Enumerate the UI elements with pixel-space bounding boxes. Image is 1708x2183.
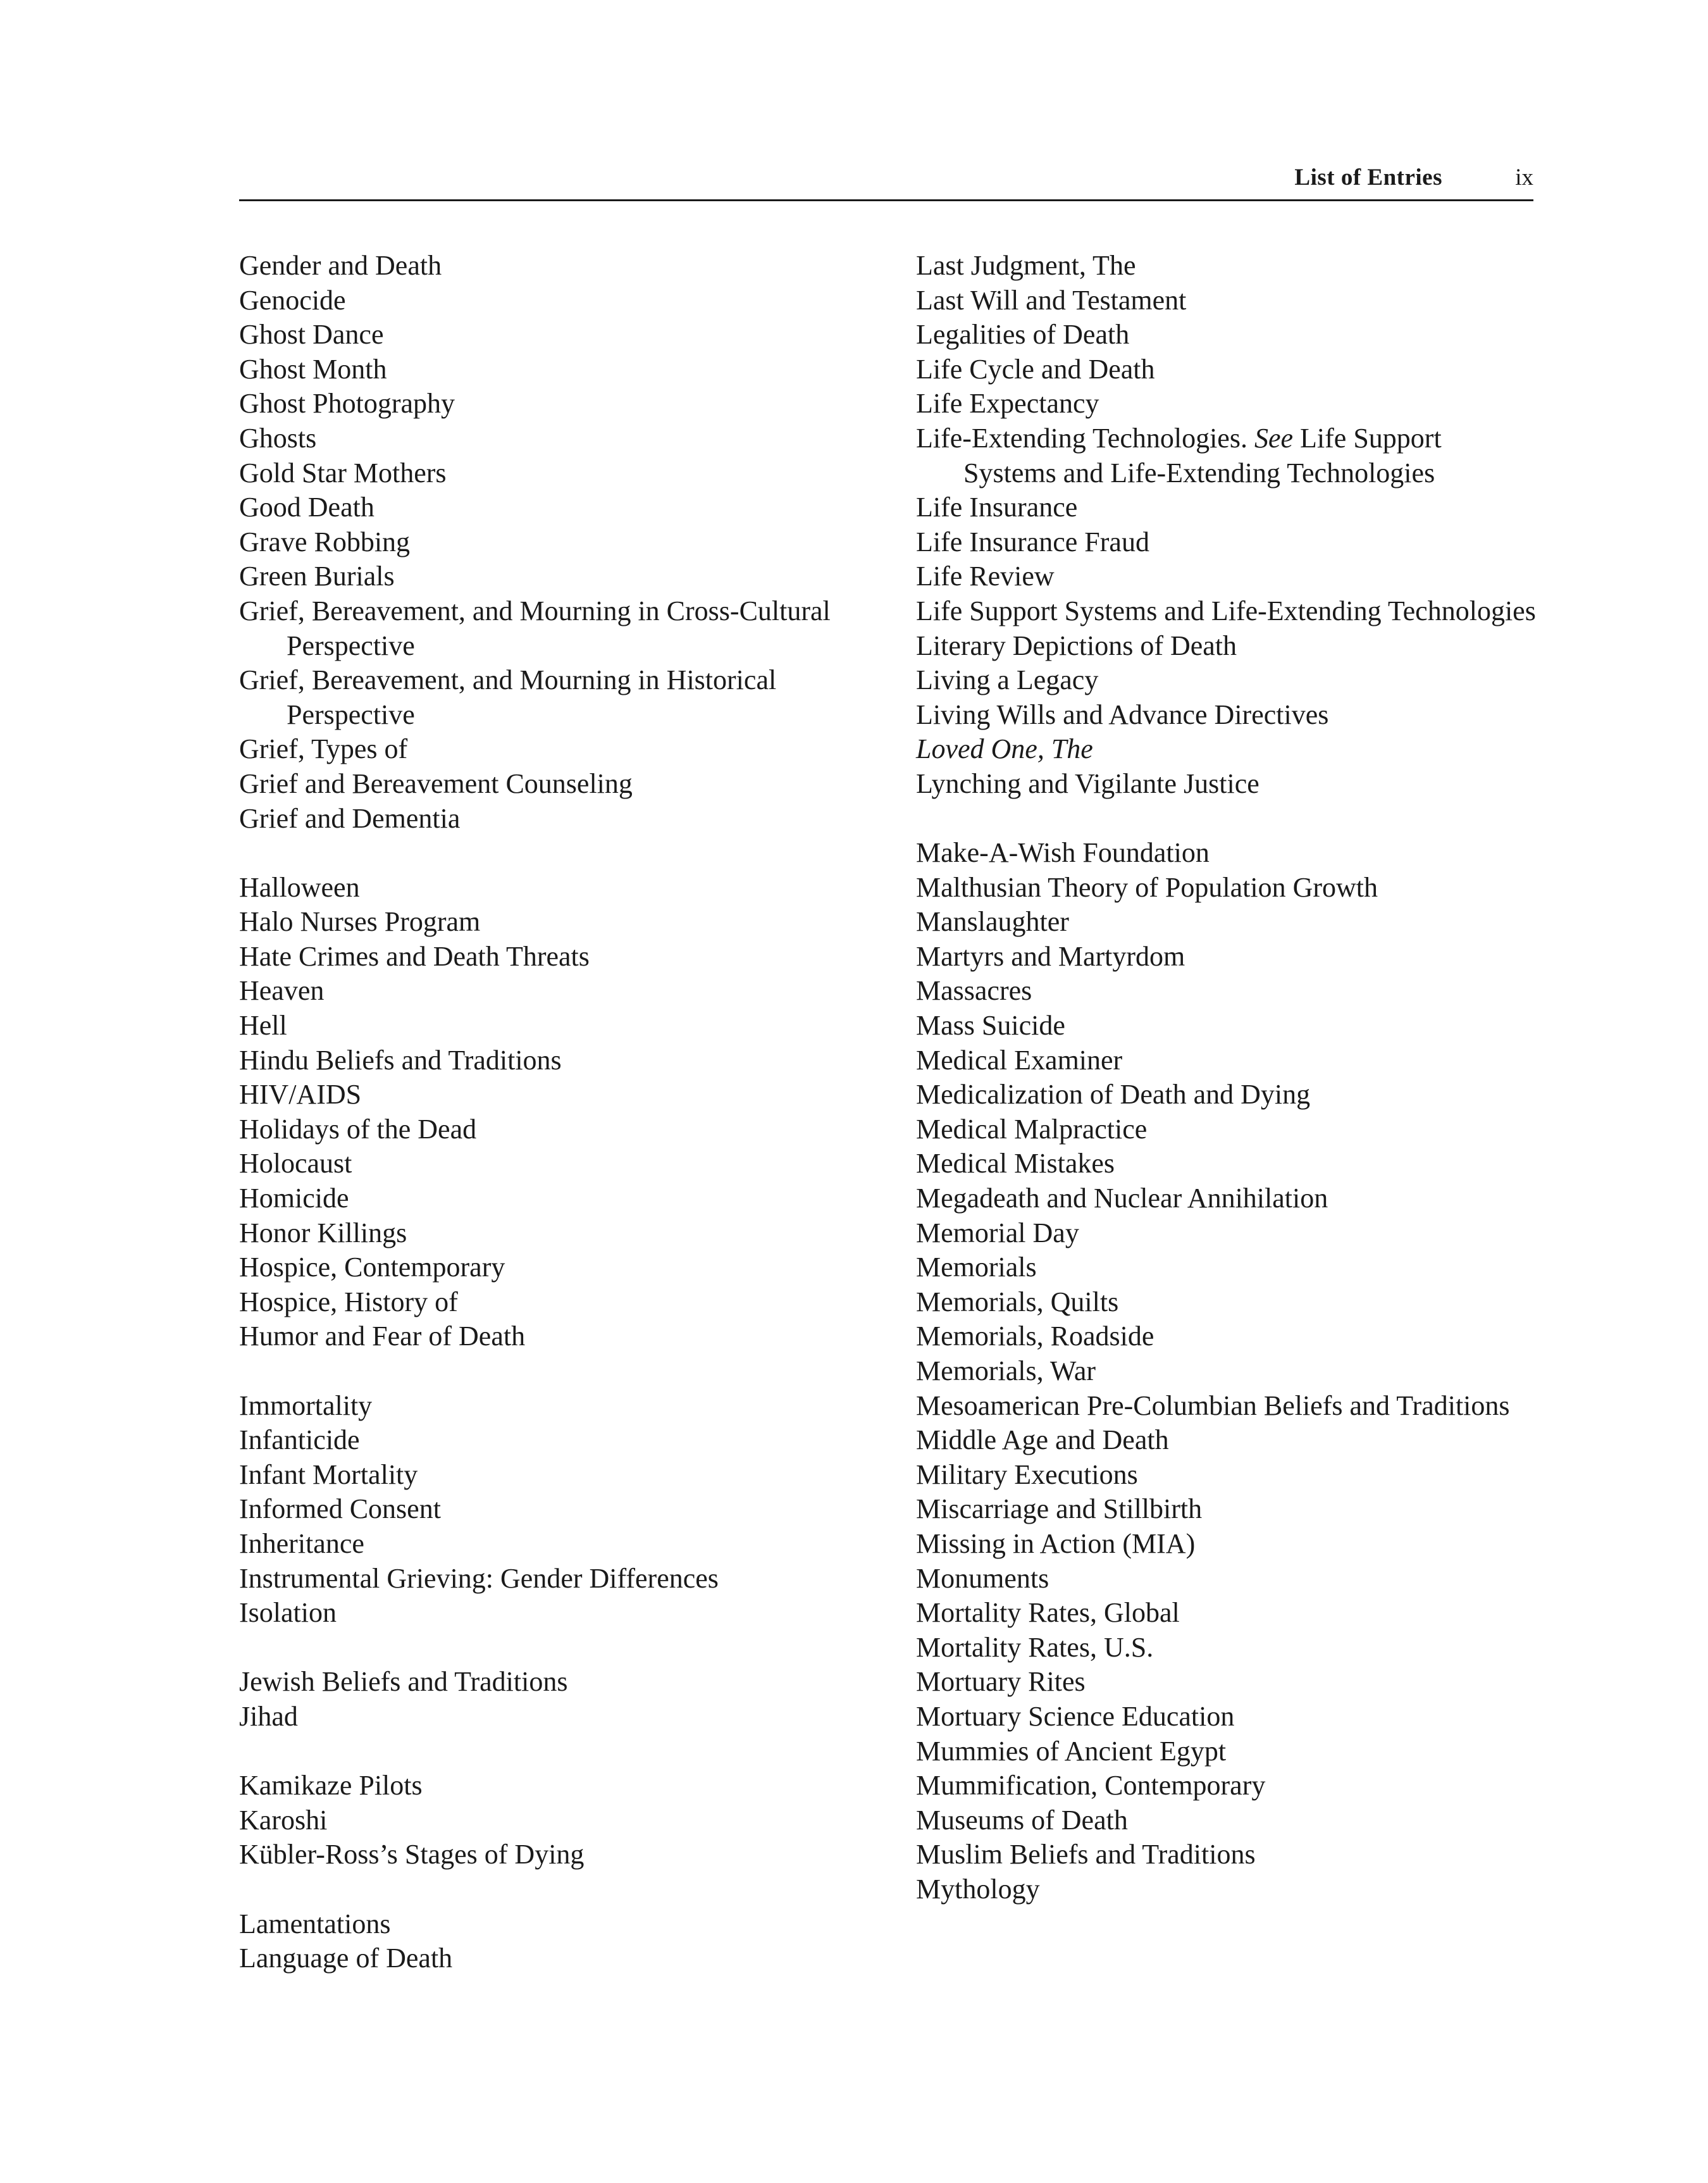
- entry: Middle Age and Death: [916, 1424, 1169, 1456]
- entry: Mortality Rates, U.S.: [916, 1631, 1154, 1663]
- entry: Memorials, Roadside: [916, 1321, 1154, 1352]
- entry: Life Cycle and Death: [916, 353, 1155, 385]
- entry-group: [916, 836, 1536, 1906]
- entry-group: [916, 249, 1536, 802]
- entry: Grief, Bereavement, and Mourning in Historical Perspective: [239, 664, 777, 730]
- left-column: [239, 249, 891, 1976]
- entry: Mythology: [916, 1873, 1040, 1905]
- entry: Ghost Month: [239, 353, 387, 385]
- entry: Life Insurance Fraud: [916, 526, 1149, 557]
- entry: Missing in Action (MIA): [916, 1527, 1196, 1559]
- entry: Hate Crimes and Death Threats: [239, 940, 590, 972]
- entry: Honor Killings: [239, 1217, 407, 1248]
- entry: Hospice, History of: [239, 1286, 458, 1317]
- entry: Kübler-Ross’s Stages of Dying: [239, 1839, 585, 1870]
- entry: Mummies of Ancient Egypt: [916, 1735, 1227, 1767]
- entry: Muslim Beliefs and Traditions: [916, 1839, 1256, 1870]
- entry: Miscarriage and Stillbirth: [916, 1493, 1203, 1525]
- entry: Life Review: [916, 561, 1055, 592]
- entry: HIV/AIDS: [239, 1079, 362, 1110]
- entry: Megadeath and Nuclear Annihilation: [916, 1183, 1328, 1214]
- entry: Manslaughter: [916, 906, 1069, 938]
- entry: Hindu Beliefs and Traditions: [239, 1044, 562, 1076]
- entry: Ghost Dance: [239, 319, 384, 351]
- entry: Informed Consent: [239, 1493, 441, 1525]
- entry: Life Support Systems and Life-Extending Technologies: [916, 595, 1536, 626]
- entry: Grief, Types of: [239, 733, 408, 765]
- running-head-title: List of Entries: [1294, 165, 1442, 190]
- entry: Ghost Photography: [239, 388, 455, 420]
- entry: Grave Robbing: [239, 526, 411, 557]
- entry: Holidays of the Dead: [239, 1113, 477, 1145]
- entry: Memorials, War: [916, 1355, 1096, 1386]
- right-column: [916, 249, 1536, 1907]
- entry: Mortuary Science Education: [916, 1700, 1235, 1732]
- entry-group: [239, 1665, 891, 1734]
- entry: Hospice, Contemporary: [239, 1252, 505, 1283]
- entry: Museums of Death: [916, 1804, 1128, 1836]
- entry: Isolation: [239, 1597, 337, 1629]
- entry: Life Insurance: [916, 492, 1078, 523]
- entry: Gold Star Mothers: [239, 457, 447, 488]
- entry: Karoshi: [239, 1804, 328, 1836]
- entry: Kamikaze Pilots: [239, 1770, 423, 1801]
- entry: Jewish Beliefs and Traditions: [239, 1666, 568, 1698]
- entry: Genocide: [239, 284, 346, 316]
- entry-italic-title: Loved One, The: [916, 733, 1093, 765]
- entry: Immortality: [239, 1390, 373, 1421]
- entry-group: [239, 871, 891, 1354]
- entry: Monuments: [916, 1562, 1049, 1594]
- entry: Homicide: [239, 1183, 349, 1214]
- running-head: [239, 161, 1533, 201]
- entry: Grief and Bereavement Counseling: [239, 768, 633, 799]
- entry: Hell: [239, 1010, 287, 1042]
- entry: Malthusian Theory of Population Growth: [916, 871, 1378, 903]
- entry-group: [239, 249, 891, 836]
- entry: Language of Death: [239, 1943, 453, 1974]
- entry: Mortality Rates, Global: [916, 1597, 1180, 1629]
- entry: Heaven: [239, 975, 325, 1007]
- entry: Holocaust: [239, 1148, 352, 1179]
- entry: Memorial Day: [916, 1217, 1079, 1248]
- entry: Infanticide: [239, 1424, 360, 1456]
- entry: Halo Nurses Program: [239, 906, 481, 938]
- entry-group: [239, 1769, 891, 1872]
- entry: Ghosts: [239, 422, 317, 454]
- entry: Mesoamerican Pre-Columbian Beliefs and Traditions: [916, 1390, 1510, 1421]
- entry: Medicalization of Death and Dying: [916, 1079, 1311, 1110]
- entry: Gender and Death: [239, 250, 442, 281]
- entry: Memorials, Quilts: [916, 1286, 1119, 1317]
- cross-reference-entry: Life-Extending Technologies. See Life Support Systems and Life-Extending Technologies: [916, 422, 1442, 488]
- entry: Humor and Fear of Death: [239, 1321, 526, 1352]
- entry: Legalities of Death: [916, 319, 1130, 351]
- entry: Halloween: [239, 871, 360, 903]
- entry: Living a Legacy: [916, 664, 1099, 696]
- entry: Grief, Bereavement, and Mourning in Cross-Cultural Perspective: [239, 595, 831, 661]
- entry: Instrumental Grieving: Gender Differences: [239, 1562, 719, 1594]
- entry: Medical Examiner: [916, 1044, 1123, 1076]
- entry: Literary Depictions of Death: [916, 630, 1237, 661]
- entry: Inheritance: [239, 1527, 364, 1559]
- entry-group: [239, 1907, 891, 1976]
- entry: Infant Mortality: [239, 1458, 418, 1490]
- entry: Grief and Dementia: [239, 802, 461, 834]
- entry: Green Burials: [239, 561, 395, 592]
- entry: Mortuary Rites: [916, 1666, 1086, 1698]
- entry: Memorials: [916, 1252, 1037, 1283]
- entry: Jihad: [239, 1700, 298, 1732]
- entry-group: [239, 1389, 891, 1631]
- entry: Living Wills and Advance Directives: [916, 699, 1329, 730]
- entry: Mass Suicide: [916, 1010, 1065, 1042]
- entry: Martyrs and Martyrdom: [916, 940, 1185, 972]
- entry: Lamentations: [239, 1908, 391, 1939]
- entry: Medical Mistakes: [916, 1148, 1115, 1179]
- entry: Lynching and Vigilante Justice: [916, 768, 1259, 799]
- entry: Good Death: [239, 492, 374, 523]
- entry: Life Expectancy: [916, 388, 1099, 420]
- entry: Make-A-Wish Foundation: [916, 837, 1210, 869]
- page-number: ix: [1515, 165, 1533, 190]
- entry: Medical Malpractice: [916, 1113, 1148, 1145]
- entry: Military Executions: [916, 1458, 1138, 1490]
- entry: Mummification, Contemporary: [916, 1770, 1266, 1801]
- entry: Last Will and Testament: [916, 284, 1187, 316]
- entry: Massacres: [916, 975, 1032, 1007]
- entry: Last Judgment, The: [916, 250, 1136, 281]
